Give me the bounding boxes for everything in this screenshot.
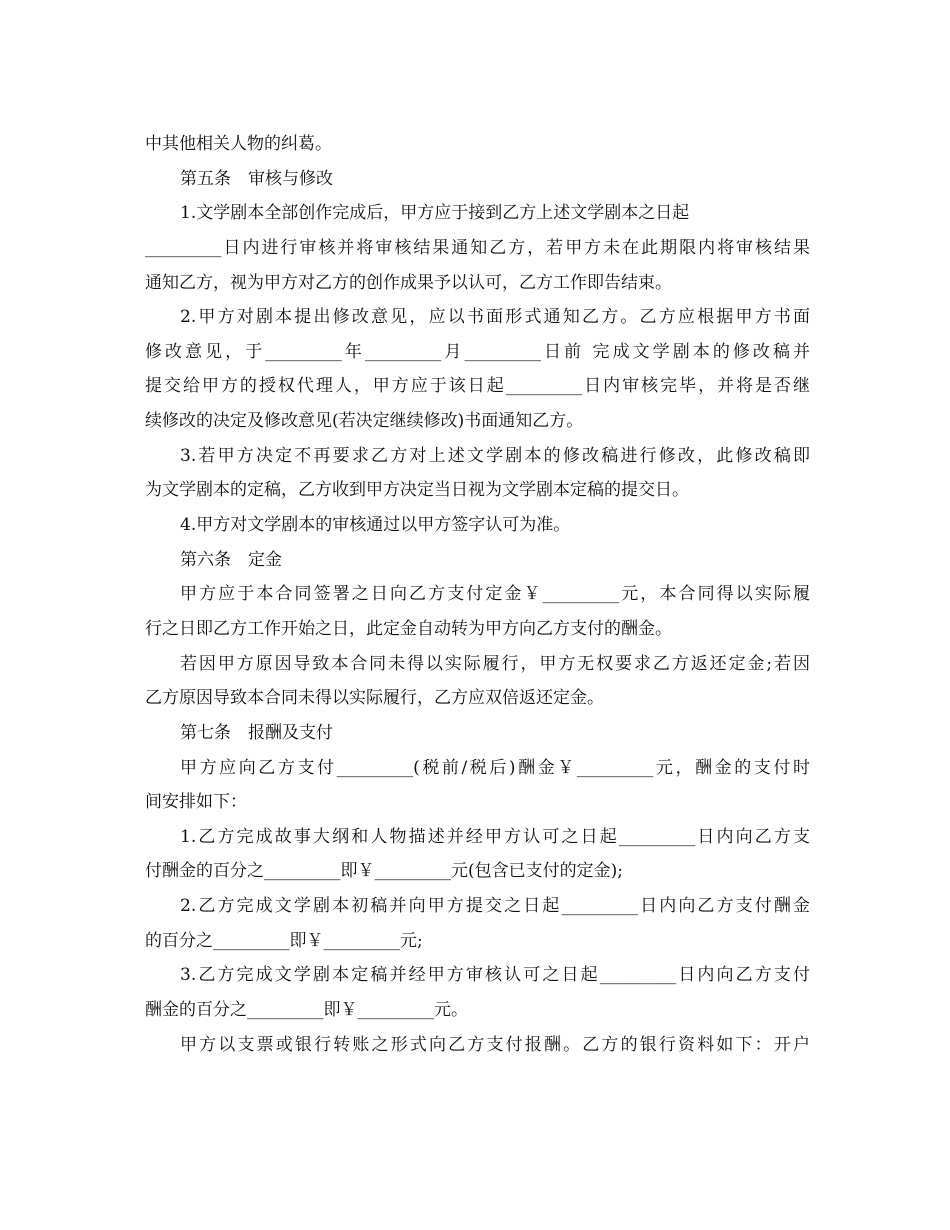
text-line: 酬金的百分之_________即￥_________元。 bbox=[145, 1000, 468, 1021]
text-line: 修改意见，于_________年_________月_________日前 完成文学剧本的修改稿并 bbox=[145, 341, 810, 362]
text-line: 中其他相关人物的纠葛。 bbox=[145, 134, 332, 154]
text-line: 提交给甲方的授权代理人，甲方应于该日起_________日内审核完毕，并将是否继 bbox=[145, 376, 810, 397]
text-line: 的百分之_________即￥_________元; bbox=[145, 930, 423, 951]
text-line: 甲方应于本合同签署之日向乙方支付定金￥_________元，本合同得以实际履 bbox=[180, 584, 810, 605]
section-heading-7: 第七条 报酬及支付 bbox=[180, 722, 333, 743]
text-line: 2.乙方完成文学剧本初稿并向甲方提交之日起_________日内向乙方支付酬金 bbox=[180, 896, 810, 917]
text-line: 1.文学剧本全部创作完成后，甲方应于接到乙方上述文学剧本之日起 bbox=[180, 203, 690, 224]
text-line: 行之日即乙方工作开始之日，此定金自动转为甲方向乙方支付的酬金。 bbox=[145, 618, 672, 639]
text-line: _________日内进行审核并将审核结果通知乙方，若甲方未在此期限内将审核结果 bbox=[145, 237, 810, 258]
text-line: 2.甲方对剧本提出修改意见，应以书面形式通知乙方。乙方应根据甲方书面 bbox=[180, 307, 810, 328]
text-line: 3.乙方完成文学剧本定稿并经甲方审核认可之日起_________日内向乙方支付 bbox=[180, 965, 810, 986]
text-line: 乙方原因导致本合同未得以实际履行，乙方应双倍返还定金。 bbox=[145, 688, 604, 709]
text-line: 1.乙方完成故事大纲和人物描述并经甲方认可之日起_________日内向乙方支 bbox=[180, 826, 810, 847]
text-line: 为文学剧本的定稿，乙方收到甲方决定当日视为文学剧本定稿的提交日。 bbox=[145, 480, 689, 501]
text-line: 付酬金的百分之_________即￥_________元(包含已支付的定金); bbox=[145, 861, 623, 882]
section-heading-6: 第六条 定金 bbox=[180, 549, 282, 570]
text-line: 甲方应向乙方支付_________(税前/税后)酬金￥_________元，酬金的支付时 bbox=[180, 757, 810, 778]
text-line: 若因甲方原因导致本合同未得以实际履行，甲方无权要求乙方返还定金;若因 bbox=[180, 653, 810, 674]
text-line: 4.甲方对文学剧本的审核通过以甲方签字认可为准。 bbox=[180, 515, 571, 536]
text-line: 间安排如下： bbox=[145, 792, 247, 813]
document-body bbox=[145, 127, 810, 1062]
text-line: 续修改的决定及修改意见(若决定继续修改)书面通知乙方。 bbox=[145, 411, 584, 432]
text-line: 甲方以支票或银行转账之形式向乙方支付报酬。乙方的银行资料如下：开户 bbox=[180, 1034, 810, 1055]
text-line: 通知乙方，视为甲方对乙方的创作成果予以认可，乙方工作即告结束。 bbox=[145, 272, 672, 293]
section-heading-5: 第五条 审核与修改 bbox=[180, 168, 333, 189]
text-line: 3.若甲方决定不再要求乙方对上述文学剧本的修改稿进行修改，此修改稿即 bbox=[180, 445, 810, 466]
